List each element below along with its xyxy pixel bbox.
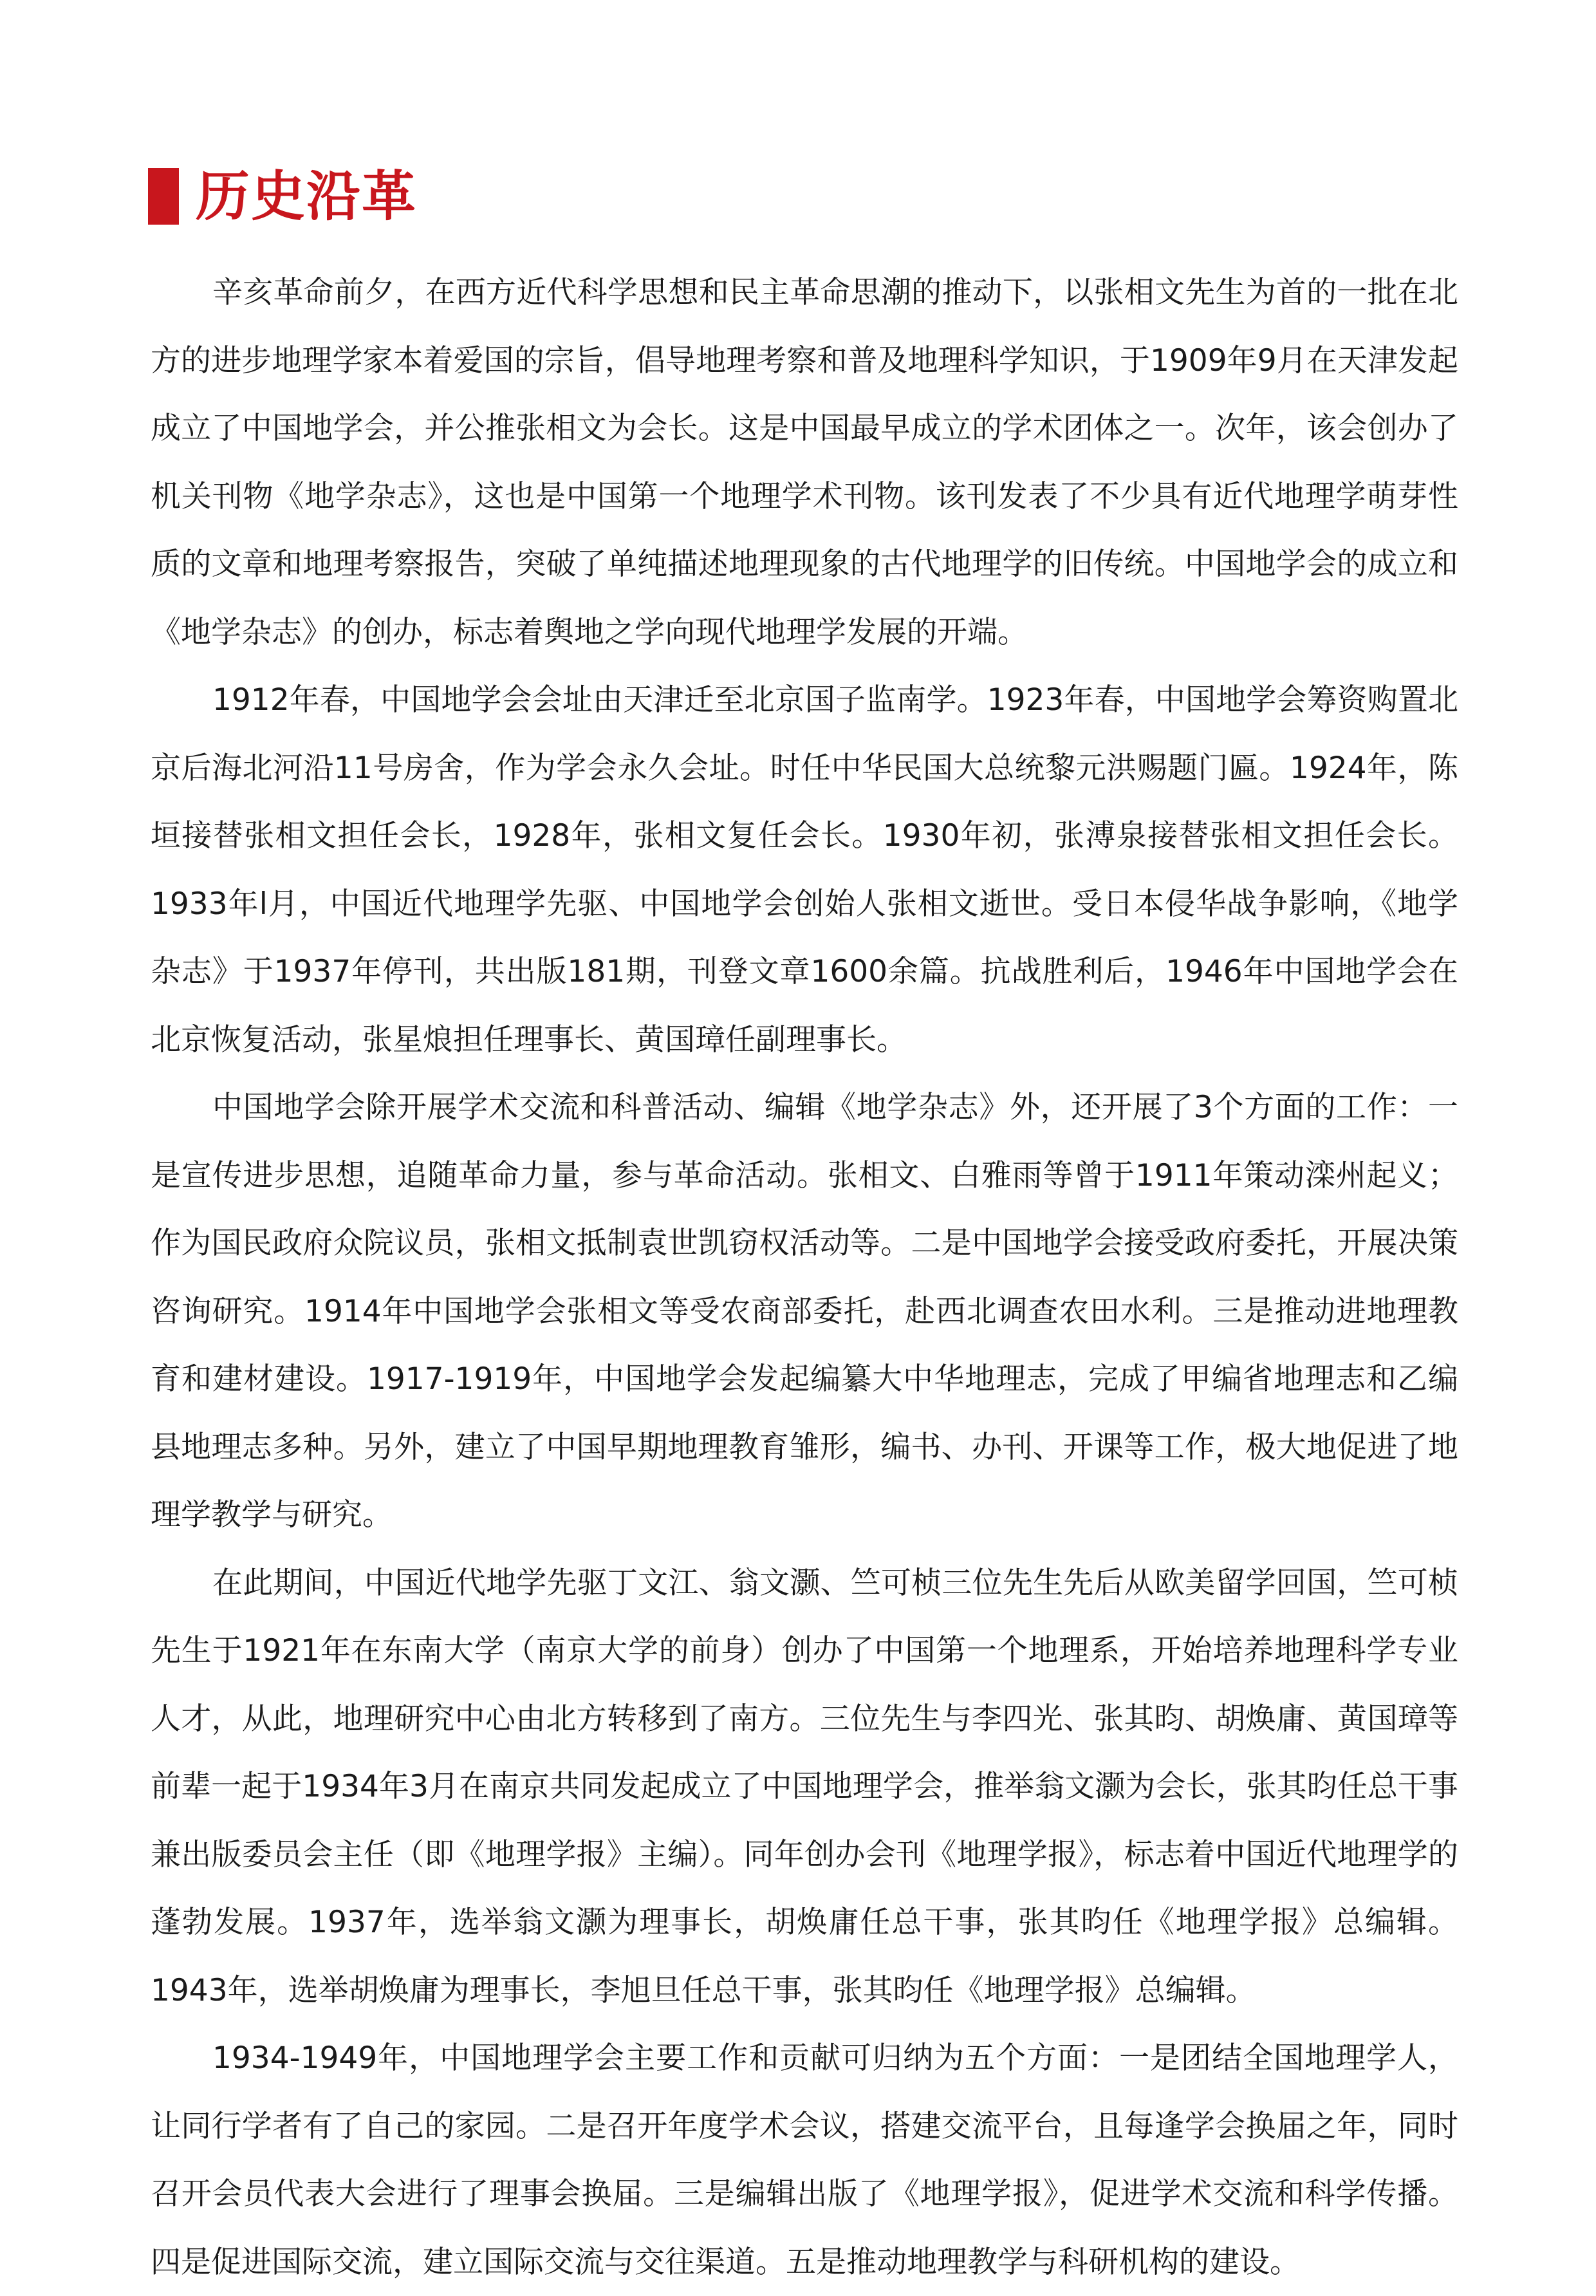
paragraph-contributions: 1934-1949年，中国地理学会主要工作和贡献可归纳为五个方面：一是团结全国地理学人，让同行学者有了自己的家园。二是召开年度学术会议，搭建交流平台，且每逢学会换届之年，同时召开会员代表大会进行了理事会换届。三是编辑出版了《地理学报》，促进学术交流和科学传播。四是促进国际交流，建立国际交流与交往渠道。五是推动地理教学与科研机构的建设。 — [151, 2040, 1458, 2280]
paragraph-relocation: 1912年春，中国地学会会址由天津迁至北京国子监南学。1923年春，中国地学会筹资购置北京后海北河沿11号房舍，作为学会永久会址。时任中华民国大总统黎元洪赐题门匾。1924年，陈垣接替张相文担任会长，1928年，张相文复任会长。1930年初，张溥泉接替张相文担任会长。1933年l月，中国近代地理学先驱、中国地学会创始人张相文逝世。受日本侵华战争影响，《地学杂志》于1937年停刊，共出版181期，刊登文章1600余篇。抗战胜利后，1946年中国地学会在北京恢复活动，张星烺担任理事长、黄国璋任副理事长。 — [151, 682, 1458, 1058]
heading-accent-bar — [148, 168, 179, 225]
article-body — [151, 259, 1458, 2296]
paragraph-geographical-society: 在此期间，中国近代地学先驱丁文江、翁文灏、竺可桢三位先生先后从欧美留学回国，竺可桢先生于1921年在东南大学（南京大学的前身）创办了中国第一个地理系，开始培养地理科学专业人才，从此，地理研究中心由北方转移到了南方。三位先生与李四光、张其昀、胡焕庸、黄国璋等前辈一起于1934年3月在南京共同发起成立了中国地理学会，推举翁文灏为会长，张其昀任总干事兼出版委员会主任（即《地理学报》主编）。同年创办会刊《地理学报》，标志着中国近代地理学的蓬勃发展。1937年，选举翁文灏为理事长，胡焕庸任总干事，张其昀任《地理学报》总编辑。1943年，选举胡焕庸为理事长，李旭旦任总干事，张其昀任《地理学报》总编辑。 — [151, 1565, 1458, 2008]
paragraph-founding: 辛亥革命前夕，在西方近代科学思想和民主革命思潮的推动下，以张相文先生为首的一批在北方的进步地理学家本着爱国的宗旨，倡导地理考察和普及地理科学知识，于1909年9月在天津发起成立了中国地学会，并公推张相文为会长。这是中国最早成立的学术团体之一。次年，该会创办了机关刊物《地学杂志》，这也是中国第一个地理学术刊物。该刊发表了不少具有近代地理学萌芽性质的文章和地理考察报告，突破了单纯描述地理现象的古代地理学的旧传统。中国地学会的成立和《地学杂志》的创办，标志着舆地之学向现代地理学发展的开端。 — [151, 275, 1458, 650]
paragraph-work-areas: 中国地学会除开展学术交流和科普活动、编辑《地学杂志》外，还开展了3个方面的工作：一是宣传进步思想，追随革命力量，参与革命活动。张相文、白雅雨等曾于1911年策动滦州起义；作为国民政府众院议员，张相文抵制袁世凯窃权活动等。二是中国地学会接受政府委托，开展决策咨询研究。1914年中国地学会张相文等受农商部委托，赴西北调查农田水利。三是推动进地理教育和建材建设。1917-1919年，中国地学会发起编纂大中华地理志，完成了甲编省地理志和乙编县地理志多种。另外，建立了中国早期地理教育雏形，编书、办刊、开课等工作，极大地促进了地理学教学与研究。 — [151, 1090, 1458, 1533]
section-heading — [148, 161, 417, 232]
section-title: 历史沿革 — [196, 165, 418, 228]
